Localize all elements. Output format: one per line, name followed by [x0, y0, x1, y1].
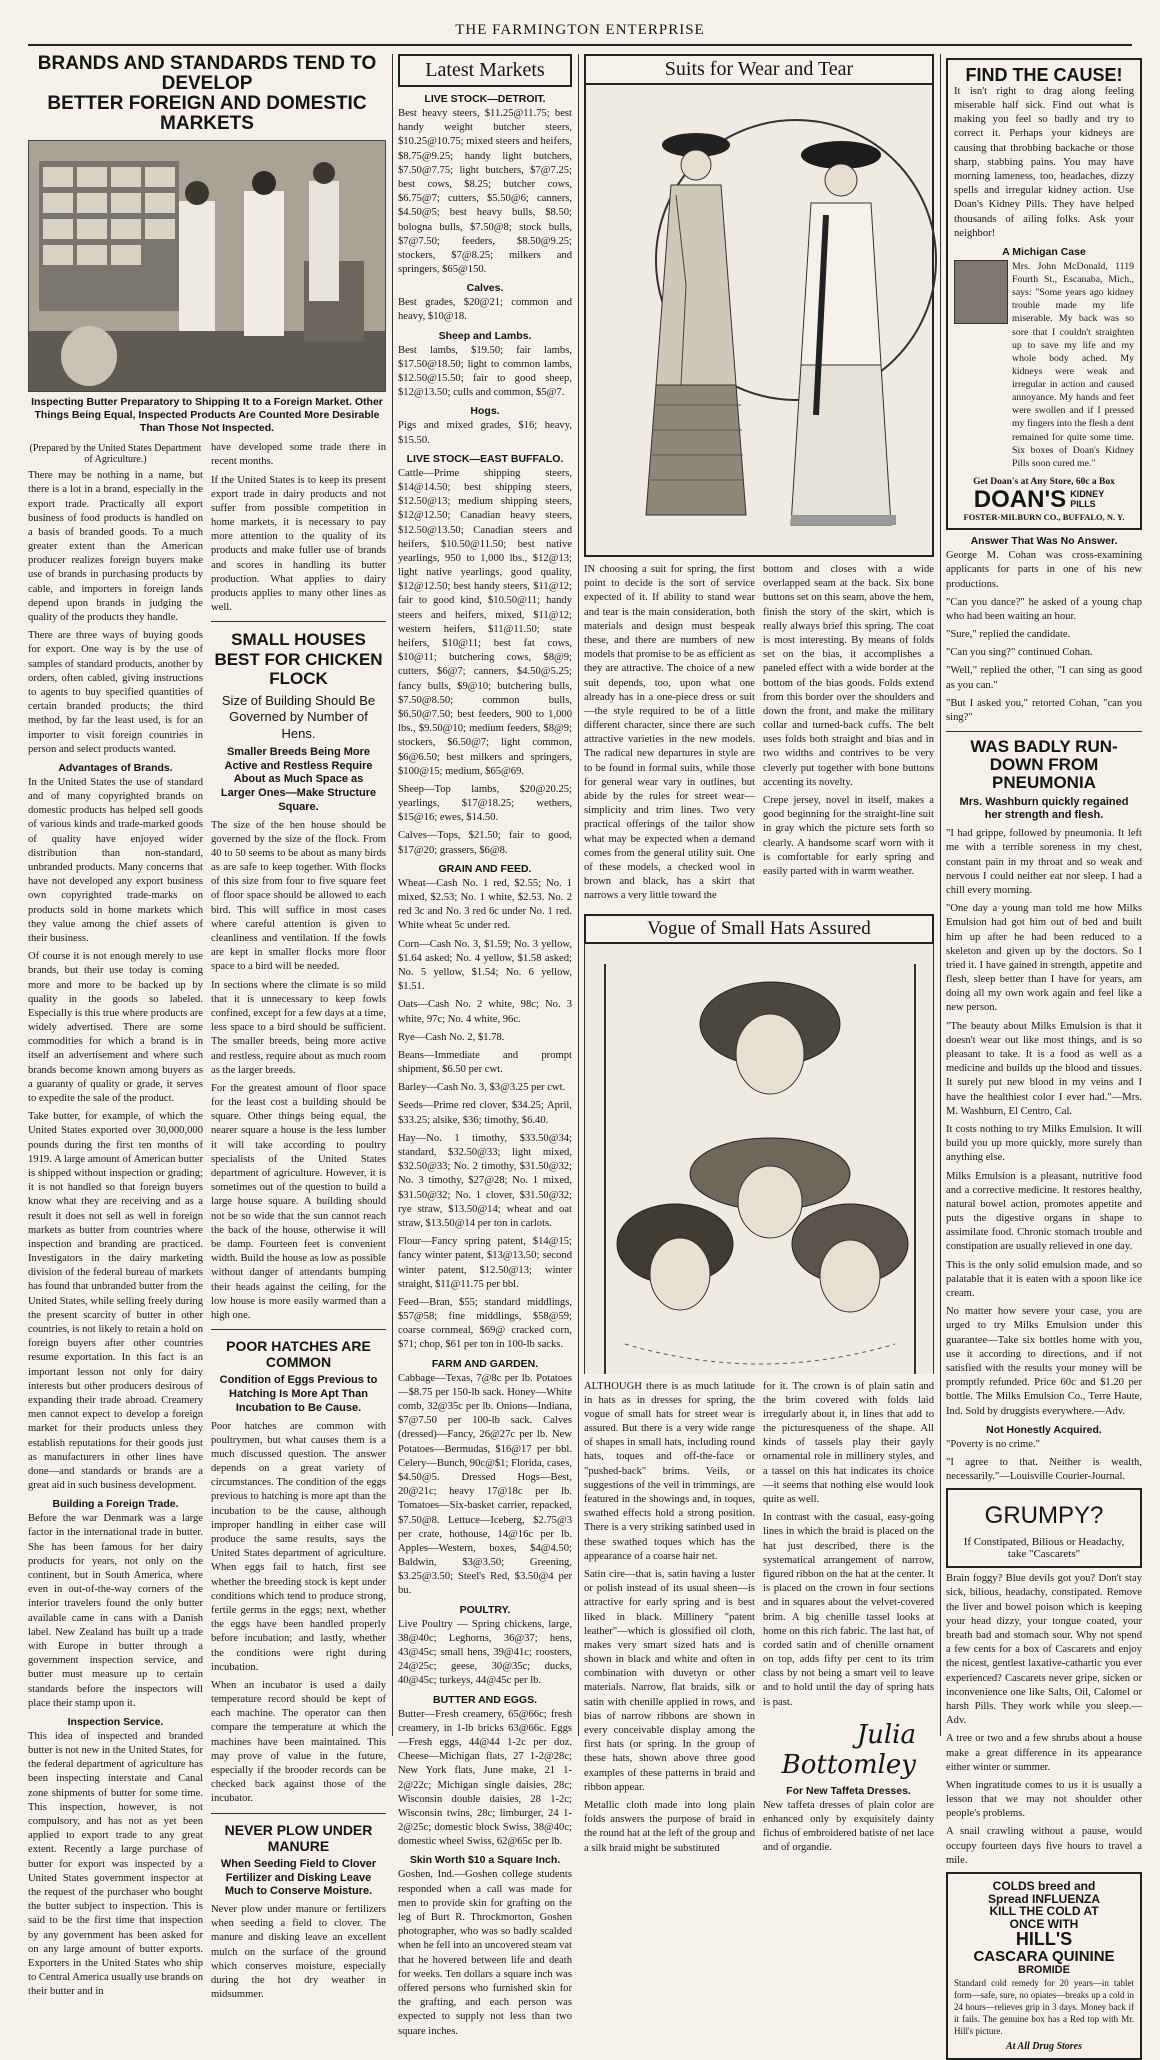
market-text: Sheep—Top lambs, $20@20.25; yearlings, $17@18.25; wethers, $15@16; ewes, $14.50. — [398, 783, 572, 824]
brands-headline-2: BETTER FOREIGN AND DOMESTIC MARKETS — [47, 92, 367, 134]
hatches-paragraph: When an incubator is used a daily temperature record should be kept of each machine. The operator can then compare the temperature at which the machines have been maintained. This may prove of value in the future, especially if the brooder records can be checked back against those of the incubator. — [211, 1679, 386, 1805]
hats-headline: Vogue of Small Hats Assured — [584, 914, 934, 944]
hats-drawing — [585, 944, 933, 1374]
milks-text: No matter how severe your case, you are urged to try Milks Emulsion under this guarantee—Take six bottles home with you, use it according to directions, and if not satisfied with the results your money will be promptly refunded. Price 60c and $1.20 per bottle. The Milks Emulsion Co., Terre Haute, Ind. Sold by druggists everywhere.—Adv. — [946, 1306, 1142, 1417]
hatches-paragraph: Poor hatches are common with poultrymen, but what causes them is a much discussed question. The answer depends on a great variety of circumstances. The condition of the eggs previous to hatching is more apt than the incubation to be the cause, although improper handling in either case will produce the same results, says the United States department of agriculture. When eggs fail to hatch, first see whether the breeding stock is kept under conditions which tend to produce strong, fertile germs in the eggs; next, whether the eggs have been handled properly before incubation; and lastly, whether the conditions were right during incubation. — [211, 1420, 386, 1673]
chicken-subhead: Size of Building Should Be Governed by Number of Hens. — [221, 693, 376, 741]
skin-headline: Skin Worth $10 a Square Inch. — [409, 1854, 561, 1867]
brands-byline: (Prepared by the United States Department of Agriculture.) — [29, 443, 202, 466]
answer-text: "But I asked you," retorted Cohan, "can you sing?" — [946, 697, 1142, 724]
hills-desc: Standard cold remedy for 20 years—in tablet form—safe, sure, no opiates—breaks up a cold in 24 hours—relieves grip in 3 days. Money back if it fails. The genuine box has a Red top with Mr. Hill's picture. — [954, 1977, 1134, 2036]
doans-ad — [946, 58, 1142, 530]
honesty-text: "I agree to that. Neither is wealth, necessarily."—Louisville Courier-Journal. — [946, 1456, 1142, 1483]
doans-store: Get Doan's at Any Store, 60c a Box — [973, 476, 1115, 487]
market-text: Butter—Fresh creamery, 65@66c; fresh creamery, in 1-lb bricks 63@66c. Eggs—Fresh eggs, 44@44 1-2c per doz. Cheese—Michigan flats, 27 1-2@28c; New York flats, June make, 21 1-2@22c; Michigan single daisies, 28c; Wisconsin double daisies, 28 1-2c; Wisconsin twins, 28c; limburger, 24 1-2@25c; domestic block Swiss, 38@40c; domestic wheel Swiss, 62@65c per lb. — [398, 1708, 572, 1848]
market-section-head: Sheep and Lambs. — [438, 329, 532, 342]
brands-paragraph: In the United States the use of standard and of many copyrighted brands on domestic products has helped sell goods of various kinds and trade-marked goods of quality have enjoyed wider distribution than non-standard, unbranded products. Many concerns that have not developed any export business own copyrighted trade-marks on products sold in home markets which they value among the chief assets of their business. — [28, 776, 203, 944]
suits-headline: Suits for Wear and Tear — [584, 54, 934, 85]
hatches-headline: POOR HATCHES ARE COMMON — [226, 1338, 371, 1371]
brands-paragraph: Take butter, for example, of which the United States exported over 30,000,000 pounds during the first ten months of 1919. A large amount of American butter is shipped without inspection or grading; it is not handled so that foreign buyers know what they are receiving and as a result it does not sell as well in foreign markets as butter from countries where inspection and branding are practiced. Investigators in the dairy marketing division of the federal bureau of markets has found that unbranded butter from the United States, while selling freely during the present scarcity of butter in other countries, is not likely to retain a hold on foreign buyers after other countries resume exportation. In this fact is an important lesson not only for dairy interests but other producers desirous of expanding their trade abroad. Creamery men cannot expect to develop a foreign market for their products unless they establish reputations for their goods just as manufacturers in other lines have done—and standards or brands are a great aid in such business development. — [28, 1111, 203, 1492]
market-text: Corn—Cash No. 3, $1.59; No. 3 yellow, $1.64 asked; No. 4 yellow, $1.58 asked; No. 5 yellow, $1.54; No. 6 yellow, $1.51. — [398, 938, 572, 993]
doans-maker: FOSTER-MILBURN CO., BUFFALO, N. Y. — [963, 512, 1125, 523]
milks-headline: WAS BADLY RUN-DOWN FROM PNEUMONIA — [970, 737, 1118, 792]
divider — [211, 621, 386, 622]
doans-brand: DOAN'S — [973, 485, 1067, 513]
suits-paragraph: bottom and closes with a wide overlapped seam at the back. Six bone buttons set on this seam, above the hem, finish the story of the skirt, which is really always brief this spring. The coat is most interesting. By means of folds set on the bias, it accomplishes a paneled effect with a wide border at the bottom of the bias goods. Folds extend from this border over the shoulders and down the front, and make the military collar and turned-back cuffs. The belt uses folds both straight and bias and in two widths and contrives to be very cleverly put together with bone buttons accenting its novelty. — [763, 564, 934, 788]
honesty-text: "Poverty is no crime." — [946, 1438, 1040, 1450]
answer-text: "Well," replied the other, "I can sing as good as you can." — [946, 665, 1142, 691]
market-text: Calves—Tops, $21.50; fair to good, $17@20; grassers, $6@8. — [398, 830, 572, 856]
hills-line: Spread INFLUENZA — [987, 1891, 1100, 1906]
hills-sub: BROMIDE — [1018, 1964, 1070, 1977]
suits-illustration — [584, 85, 934, 557]
suits-paragraph: IN choosing a suit for spring, the first point to decide is the sort of service expected of it. If ability to stand wear and tear is the main consideration, both materials and design must bespeak these, and there are numbers of new models that promise to be as efficient as they are attractive. The choice of a new suit depends, too, upon what one already has in a one-piece dress or suit—the style required to be of a little different character, since there are such attractive varieties in the new models. The radical new departures in style are to be found in formal suits, while those for general wear vary in outlines, but abide by the rules for street wear—simplicity and trim lines. Two very practical offerings of the tailor show what may be expected when a demand comes from the general utility suit. One of these models, a checked wool in brown and black, has a skirt that narrows a very little toward the — [584, 564, 755, 902]
brands-subhead: Building a Foreign Trade. — [52, 1498, 179, 1511]
answer-text: George M. Cohan was cross-examining applicants for parts in one of his new productions. — [946, 550, 1142, 590]
taffeta-text: New taffeta dresses of plain color are enhanced only by exquisitely dainty fichus of embroidered batiste of net lace and of organdie. — [763, 1799, 934, 1854]
hills-stores: At All Drug Stores — [1005, 2040, 1083, 2052]
masthead — [0, 0, 1160, 44]
plow-subhead: When Seeding Field to Clover Fertilizer and Disking Leave Much to Conserve Moisture. — [220, 1857, 377, 1898]
milks-text: It costs nothing to try Milks Emulsion. It will build you up more quickly, more surely than anything else. — [946, 1123, 1142, 1164]
hills-line: ONCE WITH — [1009, 1916, 1079, 1931]
brands-paragraph: There may be nothing in a name, but there is a lot in a brand, especially in the export trade. Practically all export business of food products is handled on a basis of branded goods. To a much greater extent than the American producer realizes foreign buyers make use of brands in purchasing products by cable, and importers in foreign lands depend upon brands in judging the quality of the products they handle. — [28, 470, 203, 623]
market-text: Live Poultry — Spring chickens, large, 38@40c; Leghorns, 36@37; hens, 43@45c; small hens, 39@41c; roosters, 24@25c; geese, 30@35c; ducks, 40@45c; turkeys, 44@45c per lb. — [398, 1618, 572, 1687]
hats-paragraph: In contrast with the casual, easy-going lines in which the braid is placed on the hat just described, there is the systematical arrangement of narrow, figured ribbon on the hat at the center. It is placed on the crown in four sections and in squares about the velvet-covered brim. A big chenille tassel looks at home on this rich fabric. The last hat, of corded satin and of chenille ornament on top, adds fifty per cent to its trim class by not being a smart veil to leave and to hold until the day of spring hats is past. — [763, 1512, 934, 1708]
milks-text: This is the only solid emulsion made, and so palatable that it is eaten with a spoon like ice cream. — [946, 1259, 1142, 1300]
grumpy-headline: GRUMPY? — [984, 1502, 1104, 1530]
market-text: Cattle—Prime shipping steers, $14@14.50; best shipping steers, $12.50@13; medium shipping steers, $12@12.50; Canadian heavy steers, $12.50@13.50; Canadian steers and heifers, $10.50@11.50; best native yearlings, 950 to 1,000 lbs., $12@13; light native yearlings, good quality, $12@12.50; best handy steers, $11@12; fair to good kind, $10.50@11; handy steers and heifers, mixed, $11@12; western heifers, $11@11.50; state heifers, $10@11; best fat cows, $10@11; butchering cows, $8@9; cutters, $6@7; canners, $4.50@5.25; fancy bulls, $9@10; butchering bulls, $7.50@8.50; common bulls, $6.50@7.50; best feeders, 900 to 1,000 lbs., $9.50@10; medium feeders, $8@9; stockers, $6.50@7; light common, $6@6.50; best milkers and springers, $100@15; medium, $65@69. — [398, 467, 572, 777]
column-brands — [28, 53, 386, 2001]
answer-text: "Can you sing?" continued Cohan. — [946, 647, 1093, 659]
market-section-head: Hogs. — [470, 405, 500, 418]
hills-line: COLDS breed and — [992, 1879, 1096, 1894]
doans-case-head: A Michigan Case — [1002, 245, 1086, 258]
market-text: Seeds—Prime red clover, $34.25; April, $33.25; alsike, $36; timothy, $6.40. — [398, 1100, 572, 1126]
hats-paragraph: Metallic cloth made into long plain folds answers the purpose of braid in the round hat at the left of the group and a silk braid might be substituted — [584, 1799, 755, 1854]
brands-paragraph: If the United States is to keep its present export trade in dairy products and not suffer from possible competition in home markets, it is necessary to pay more attention to the quality of its products and make fuller use of brands and scores in handling its butter production. What applies to dairy products applies to many other lines as well. — [211, 474, 386, 614]
doans-case-text: Mrs. John McDonald, 1119 Fourth St., Escanaba, Mich., says: "Some years ago kidney trouble made my life miserable. My back was so sore that I couldn't straighten up to save my life and my whole body ached. My kidneys were weak and irregular in action and caused annoyance. My hands and feet were swollen and if I pressed my fingers into the flesh a dent remained for quite some time. Six boxes of Doan's Kidney Pills soon cured me." — [1012, 260, 1134, 469]
answer-headline: Answer That Was No Answer. — [970, 535, 1118, 548]
column-markets — [398, 54, 572, 2037]
author-signature: Julia Bottomley — [781, 1719, 916, 1780]
market-text: Rye—Cash No. 2, $1.78. — [398, 1031, 505, 1043]
hats-illustration — [584, 944, 934, 1374]
market-text: Flour—Fancy spring patent, $14@15; fancy winter patent, $13@13.50; second winter patent, $12.50@13; winter straight, $11@11.75 per bbl. — [398, 1236, 572, 1290]
suits-text — [584, 563, 934, 908]
market-text: Best lambs, $19.50; fair lambs, $17.50@18.50; light to common lambs, $12.50@15.50; fair to good sheep, $12@13.50; culls and common, $5@7. — [398, 344, 572, 399]
hats-paragraph: Satin cire—that is, satin having a luster or polish instead of its usual sheen—is attractive for early spring and is best liked in black. Millinery "patent leather"—which is glossified oil cloth, makes very smart sized hats and is shown in black and white and often in combination with duvetyn or other materials. Narrow, flat braids, silk or satin with chenille applied in rows, and bias of narrow ribbons are shown in every conceivable display among the first hats (or spring. In the group of these hats, shown above three good examples of these patterns in braid and ribbon appear. — [584, 1568, 755, 1793]
grumpy-tagline: If Constipated, Bilious or Headachy, take "Cascarets" — [963, 1536, 1125, 1561]
suits-paragraph: Crepe jersey, novel in itself, makes a good beginning for the straight-line suit in gray which the picture sets forth so clearly. A handsome scarf worn with it is comfortable for early spring and easily parted with in warm weather. — [763, 795, 934, 877]
doans-headline: FIND THE CAUSE! — [965, 65, 1123, 85]
market-section-head: POULTRY. — [459, 1603, 511, 1616]
hats-paragraph: for it. The crown is of plain satin and the brim covered with folds laid irregularly about it, in lines that add to the picturesqueness of the shape. All kinds of tassels play their gayly ornamental role in millinery styles, and a tassel on this hat indicates its choice—it seems that nothing else would look quite as well. — [763, 1380, 934, 1505]
market-text: Best grades, $20@21; common and heavy, $10@18. — [398, 297, 572, 323]
milks-text: "One day a young man told me how Milks Emulsion had got him out of bed and built him up after he had been reduced to a skeleton and given up by the doctors. So I tried it. I have gained in strength, appetite and flesh, sleep better than I have for years, am doing all my own work again and feel like a new person. — [946, 903, 1142, 1014]
taffeta-headline: For New Taffeta Dresses. — [786, 1784, 911, 1797]
milks-text: "The beauty about Milks Emulsion is that it doesn't wear out like most things, and is so pleasant to take. It is a food as well as a medicine and builds up the blood and tissues. It surely put new blood in my veins and I have the healthiest color I ever had."—Mrs. M. Washburn, El Centro, Cal. — [946, 1020, 1142, 1117]
market-section-head: LIVE STOCK—DETROIT. — [424, 93, 546, 105]
brands-subhead: Inspection Service. — [67, 1715, 164, 1728]
brands-headline-1: BRANDS AND STANDARDS TEND TO DEVELOP — [37, 53, 377, 94]
butter-inspection-photo — [28, 140, 386, 392]
market-text: Barley—Cash No. 3, $3@3.25 per cwt. — [398, 1082, 566, 1094]
suits-drawing — [586, 85, 932, 555]
filler-text: A tree or two and a few shrubs about a house make a great difference in its appearance either winter or summer. — [946, 1733, 1142, 1773]
answer-text: "Can you dance?" he asked of a young chap who had been waiting an hour. — [946, 596, 1142, 622]
plow-headline: NEVER PLOW UNDER MANURE — [224, 1821, 373, 1854]
chicken-deck: Smaller Breeds Being More Active and Restless Require About as Much Space as Larger Ones—Make Structure Square. — [220, 745, 377, 813]
market-section-head: Calves. — [466, 282, 504, 295]
column-rule — [392, 54, 393, 1736]
brands-paragraph: have developed some trade there in recent months. — [211, 442, 386, 468]
divider — [211, 1813, 386, 1814]
market-text: Hay—No. 1 timothy, $33.50@34; standard, $32.50@33; light mixed, $32.50@33; No. 2 timothy, $31.50@32; No. 3 timothy, $27@28; No. 1 mixed, $31.50@32; No. 1 clover, $31.50@32; rye straw, $13.50@14; wheat and oat straw, $13.50@14 per ton in carlots. — [398, 1132, 572, 1229]
portrait-image — [954, 260, 1008, 324]
market-section-head: FARM AND GARDEN. — [431, 1357, 539, 1370]
brands-caption: Inspecting Butter Preparatory to Shipping It to a Foreign Market. Other Things Being Equal, Inspected Products Are Counted More Desirable Than Those Not Inspected. — [31, 395, 383, 434]
grumpy-text: Brain foggy? Blue devils got you? Don't stay sick, bilious, headachy, constipated. Remove the liver and bowel poison which is keeping your head dizzy, your tongue coated, your breath bad and stomach sour. Why not spend a few cents for a box of Cascarets and enjoy the nicest, gentlest laxative-cathartic you ever experienced? Cascarets never gripe, sicken or inconvenience one like Salts, Oil, Calomel or harsh Pills. They work while you sleep.—Adv. — [946, 1573, 1142, 1727]
milks-subhead: Mrs. Washburn quickly regained her strength and flesh. — [959, 795, 1129, 822]
brands-paragraph: This idea of inspected and branded butter is not new in the United States, for the federal department of agriculture has been inspecting interstate and Canal zone shipments of butter for some time. This inspection, however, is not compulsory, and has not as yet been applied to export trade to any great extent. Recently a large purchase of butter for export was inspected by a United States government inspector at the request of the purchaser who bought the butter subject to inspection. This is said to be the first time that inspection by any government has been asked for on any large amount of butter exports. Exporters in the United States who ship to Central America usually use brands on their butter and in — [28, 1730, 203, 1998]
answer-text: "Sure," replied the candidate. — [946, 629, 1071, 641]
warehouse-illustration — [29, 141, 385, 391]
divider — [211, 1329, 386, 1330]
brands-two-column — [28, 441, 386, 2006]
markets-title: Latest Markets — [398, 54, 572, 87]
brands-paragraph: Of course it is not enough merely to use brands, but their use today is coming more and more to be backed up by quality in the goods so labeled. Especially is this true where products are widely advertised. There are some commodities for which a brand is in itself an advertisement and where such brands become known among buyers as a guaranty of quality or grade, it serves to expedite the sale of the product. — [28, 951, 203, 1104]
grumpy-ad — [946, 1488, 1142, 1568]
market-text: Beans—Immediate and prompt shipment, $6.50 per cwt. — [398, 1049, 572, 1076]
hills-brand: HILL'S — [1015, 1929, 1073, 1950]
market-text: Wheat—Cash No. 1 red, $2.55; No. 1 mixed, $2.53; No. 1 white, $2.53. No. 2 red 3c and No. 3 red 6c under No. 1 red. White wheat 5c under red. — [398, 877, 572, 932]
market-section-head: BUTTER AND EGGS. — [432, 1693, 538, 1706]
hatches-subhead: Condition of Eggs Previous to Hatching Is More Apt Than Incubation to Be Cause. — [219, 1374, 378, 1414]
brands-paragraph: Before the war Denmark was a large factor in the international trade in butter. She has been famous for her dairy products for years, not only on the continent, but in South America, where even in out-of-the-way corners of the interior travelers found the only butter available came in cans with a Danish label. New Zealand has built up a trade with Europe in butter through a government inspection service, and butter must measure up to certain standards before the inspectors will place their stamp upon it. — [28, 1513, 203, 1709]
filler-text: When ingratitude comes to us it is usually a lesson that we may not shoulder other people's problems. — [946, 1779, 1142, 1820]
brands-col-left — [28, 441, 203, 2006]
column-ads — [946, 54, 1142, 2052]
market-text: Feed—Bran, $55; standard middlings, $57@58; fine middlings, $58@59; coarse cornmeal, $69@ cracked corn, $71; chop, $61 per ton in 100-lb sacks. — [398, 1296, 572, 1351]
filler-text: A snail crawling without a pause, would occupy fourteen days five hours to travel a mile. — [946, 1826, 1142, 1866]
market-text: Oats—Cash No. 2 white, 98c; No. 3 white, 97c; No. 4 white, 96c. — [398, 999, 572, 1025]
chicken-paragraph: In sections where the climate is so mild that it is unnecessary to keep fowls confined, except for a few days at a time, less space to a bird should be sufficient. The smaller breeds, being more active and restless, require about as much room as the larger breeds. — [211, 979, 386, 1076]
market-section-head: LIVE STOCK—EAST BUFFALO. — [406, 452, 564, 465]
hills-product: CASCARA QUININE — [973, 1948, 1115, 1966]
divider — [946, 731, 1142, 732]
hills-ad — [946, 1872, 1142, 2060]
chicken-headline: SMALL HOUSES BEST FOR CHICKEN FLOCK — [214, 630, 383, 689]
doans-text: It isn't right to drag along feeling miserable half sick. Find out what is making you feel so badly and try to correct it. Perhaps your kidneys are causing that throbbing backache or those sharp, stabbing pains. You may have morning lameness, too, headaches, dizzy spells and irregular kidney action. Use Doan's Kidney Pills. They have helped thousands of ailing folks. Ask your neighbor! — [954, 85, 1134, 239]
masthead-title: THE FARMINGTON ENTERPRISE — [455, 22, 705, 38]
column-rule — [578, 54, 579, 1736]
brands-col-right — [211, 441, 386, 2006]
brands-subhead: Advantages of Brands. — [58, 761, 173, 774]
milks-text: Milks Emulsion is a pleasant, nutritive food and a corrective medicine. It restores healthy, natural bowel action, promotes appetite and puts the digestive organs in shape to assimilate food. Chronic stomach trouble and constipation are usually relieved in one day. — [946, 1170, 1142, 1253]
market-section-head: GRAIN AND FEED. — [438, 862, 532, 875]
column-fashion — [584, 54, 934, 1854]
milks-text: "I had grippe, followed by pneumonia. It left me with a terrible soreness in my chest, constant pain in my throat and so weak and nervous I could neither eat nor sleep. I had a chill every morning. — [946, 828, 1142, 896]
market-text: Cabbage—Texas, 7@8c per lb. Potatoes—$8.75 per 150-lb sack. Honey—White comb, 32@35c per lb. Onions—Indiana, $7@7.50 per 100-lb sack. Calves (dressed)—Fancy, 26@27c per lb. New Potatoes—Bermudas, $16@17 per bbl. Celery—Bunch, 90c@$1; Florida, cases, $4.50@5. Dressed Hogs—Best, 20@21c; heavy 17@18c per lb. Tomatoes—Six-basket carrier, repacked, $7.50@8. Lettuce—Iceberg, $2.75@3 per crate, hothouse, 14@16c per lb. Apples—Western, boxes, $4@4.50; Baldwin, $3@3.50; Greening, $3.25@3.50; Steel's Red, $3.50@4 per bu. — [398, 1372, 572, 1597]
market-text: Best heavy steers, $11.25@11.75; best handy weight butcher steers, $10.25@10.75; mixed steers and heifers, $8.75@9.25; handy light butchers, $7.50@7.75; light butchers, $7@7.25; best cows, $8.25; butcher cows, $6.75@7; cutters, $5.50@6; canners, $4.50@5; best heavy bulls, $8.50; bologna bulls, $7.50@8; stock bulls, $7@7.50; feeders, $8.50@9.25; stockers, $7@8.25; milkers and springers, $65@150. — [398, 108, 572, 276]
plow-paragraph: Never plow under manure or fertilizers when seeding a field to clover. The manure and disking leave an excellent mulch on the surface of the ground which conserves moisture, especially during the hot dry weather in midsummer. — [211, 1904, 386, 2001]
hats-paragraph: ALTHOUGH there is as much latitude in hats as in dresses for spring, the vogue of small hats for street wear is assured. But there is a very wide range of shapes in small hats, including round hats, toques and off-the-face or "pushed-back" brims. Veils, or suggestions of the veil in trimmings, are featured in the showings and, in toques, swathed effects hold a strong position. There is a very striking satinbed used in these swathed toques which has the appearance of a coarse hair net. — [584, 1380, 755, 1562]
brands-paragraph: There are three ways of buying goods for export. One way is by the use of samples of standard products, another by orders, often cabled, giving instructions to agents to buy specified quantities of certain branded products; the third method, by far the least used, is for an importer to visit foreign countries in person and select products wanted. — [28, 630, 203, 755]
honesty-headline: Not Honestly Acquired. — [986, 1423, 1102, 1436]
hats-text — [584, 1380, 934, 1860]
chicken-paragraph: For the greatest amount of floor space for the least cost a building should be square. Other things being equal, the nearer square a house is the less lumber it will take according to poultry specialists of the United States department of agriculture. However, it is sometimes out of the question to build a large house square. A building should not be so wide that the sun cannot reach the back of the house, otherwise it will be damp. Fourteen feet is convenient width. Build the house as low as possible without danger of attendants bumping their heads against the ceiling, for the low house is more easily warmed than a high one. — [211, 1082, 386, 1321]
skin-text: Goshen, Ind.—Goshen college students responded when a call was made for men to provide skin for grafting on the leg of Burt R. Throckmorton, Goshen photographer, who was so badly scalded when he fell into an uncovered steam vat that he hovered between life and death for weeks. Ten dollars a square inch was offered persons who furnished skin for the grafting, and each person was expected to supply not less than two square inches. — [398, 1869, 572, 2037]
chicken-paragraph: The size of the hen house should be governed by the size of the flock. From 40 to 50 seems to be about as many birds as are safe to keep together. With flocks of this size from four to five square feet of floor space should be allowed to each bird. This will suffice in most cases where careful attention is given to cleanliness and ventilation. If the fowls are kept in smaller flocks more floor space to a bird will be needed. — [211, 819, 386, 973]
masthead-rule — [28, 44, 1132, 46]
hills-line: KILL THE COLD AT — [989, 1904, 1099, 1919]
column-rule — [940, 54, 941, 1736]
doans-brand-sub: KIDNEY PILLS — [1070, 488, 1105, 509]
market-text: Pigs and mixed grades, $16; heavy, $15.50. — [398, 420, 572, 446]
